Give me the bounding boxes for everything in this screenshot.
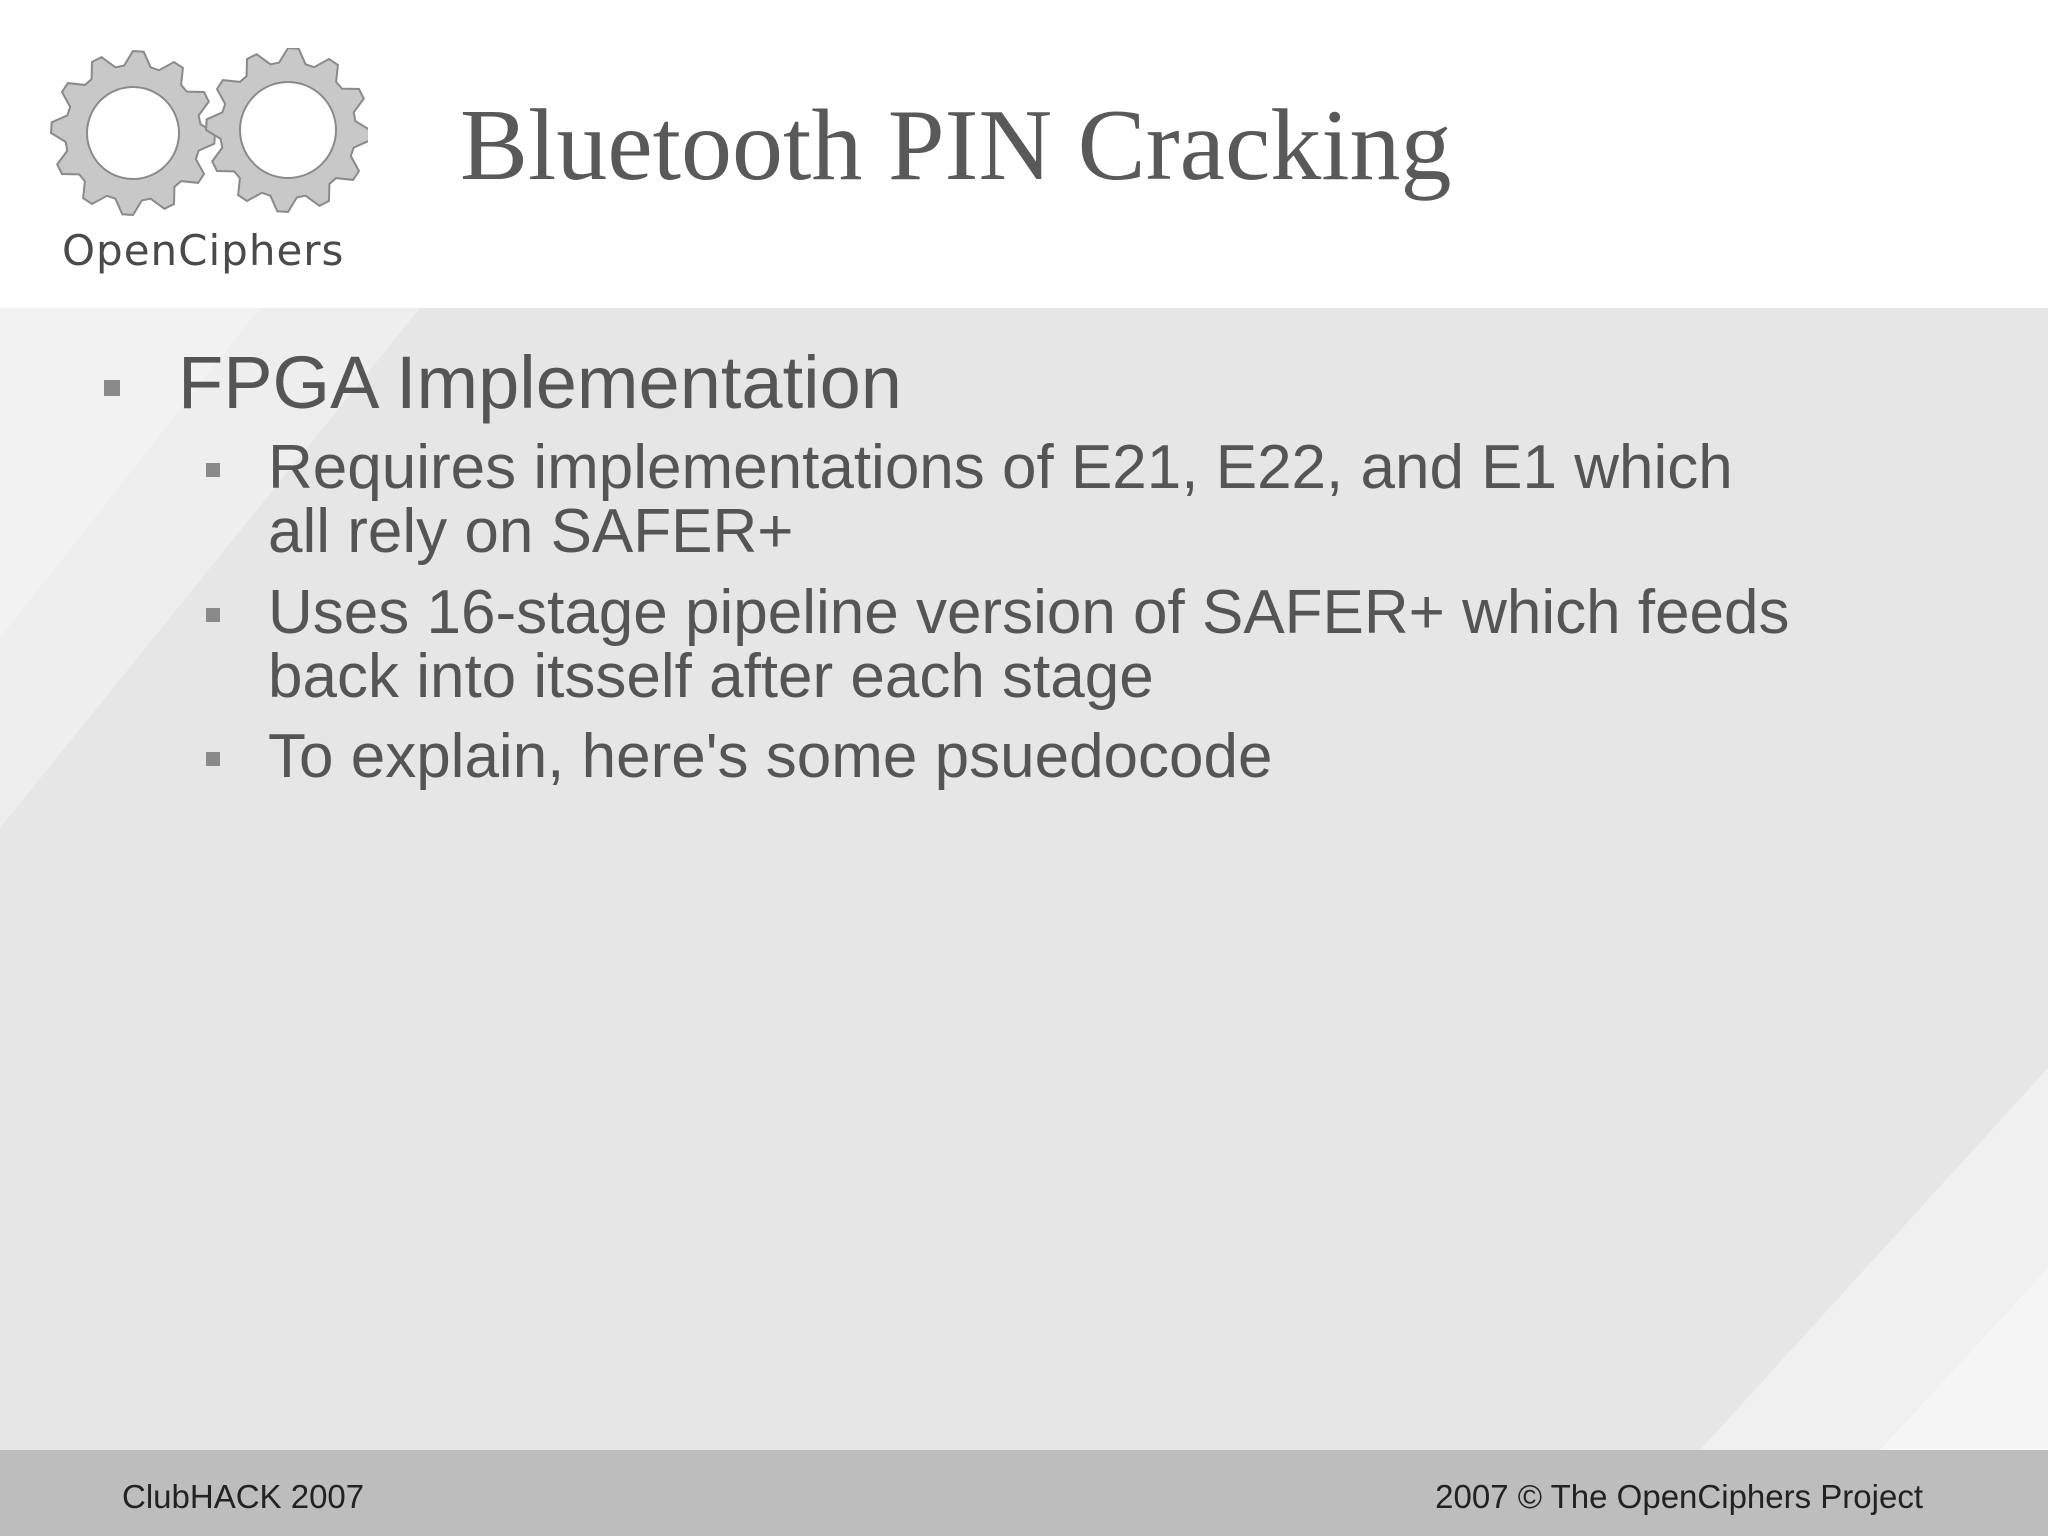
bullet-marker xyxy=(206,463,220,477)
footer-event: ClubHACK 2007 xyxy=(122,1478,365,1515)
subbullet-item xyxy=(268,433,1988,566)
bullet-list xyxy=(0,308,2048,1450)
subbullet-item xyxy=(268,578,1988,711)
logo-text: OpenCiphers xyxy=(62,226,345,275)
subbullet-line: back into itsself after each stage xyxy=(268,642,1154,711)
bullet-marker xyxy=(104,380,120,396)
subbullet-line: Requires implementations of E21, E22, and E1 which xyxy=(268,433,1733,502)
bullet-marker xyxy=(206,608,220,622)
subbullet-line: all rely on SAFER+ xyxy=(268,497,794,566)
gears-icon xyxy=(48,48,368,238)
slide-body xyxy=(0,308,2048,1450)
subbullet-line: To explain, here's some psuedocode xyxy=(268,722,1273,791)
bullet-level1: FPGA Implementation xyxy=(178,341,902,424)
slide-footer xyxy=(0,1450,2048,1536)
subbullet-item xyxy=(268,722,1988,791)
slide-header xyxy=(0,0,2048,308)
opencipher-logo xyxy=(48,48,368,288)
slide-title: Bluetooth PIN Cracking xyxy=(460,89,1452,202)
footer-copyright: 2007 © The OpenCiphers Project xyxy=(1435,1478,1923,1515)
subbullet-line: Uses 16-stage pipeline version of SAFER+ which feeds xyxy=(268,578,1790,647)
bullet-marker xyxy=(206,752,220,766)
